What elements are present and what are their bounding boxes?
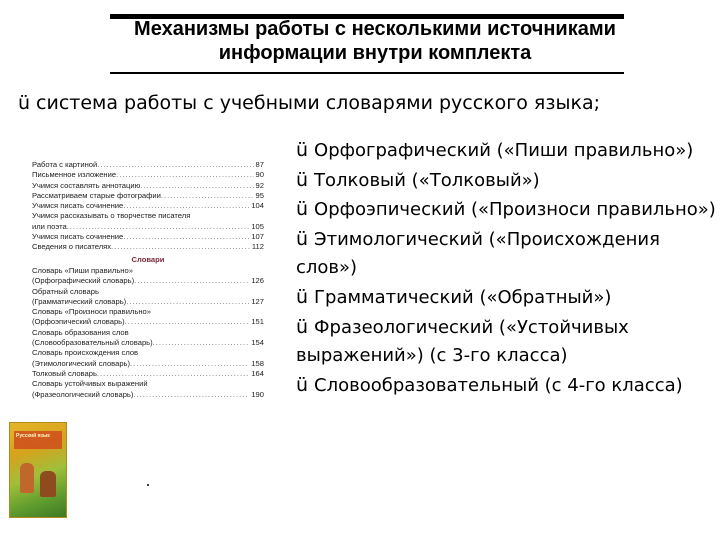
dictionary-item xyxy=(296,136,716,166)
toc-row-title: Словарь «Произноси правильно» xyxy=(32,307,151,317)
toc-row xyxy=(32,170,264,180)
toc-row-page: 92 xyxy=(255,180,264,190)
check-icon: ü xyxy=(296,227,309,250)
toc-row-title: Словарь устойчивых выражений xyxy=(32,379,148,389)
toc-row-title: (Орфографический словарь) xyxy=(32,276,135,286)
toc-row xyxy=(32,297,264,307)
book-contents-scan xyxy=(32,160,264,400)
check-icon: ü xyxy=(18,92,31,114)
dictionary-item xyxy=(296,313,716,371)
dictionary-item-text: Этимологический («Происхождения слов») xyxy=(296,228,660,279)
cover-title: Русский язык xyxy=(16,433,50,439)
toc-row-title: или поэта xyxy=(32,221,67,231)
toc-row-title: Словарь «Пиши правильно» xyxy=(32,265,133,275)
dictionary-item-text: Орфографический («Пиши правильно») xyxy=(314,140,694,161)
dictionary-item-text: Фразеологический («Устойчивых выражений») (с 3-го класса) xyxy=(296,316,629,367)
toc-row xyxy=(32,181,264,191)
toc-row-page: 105 xyxy=(251,221,264,231)
toc-row-title: Учимся рассказывать о творчестве писателя xyxy=(32,211,191,221)
toc-row-title: Рассматриваем старые фотографии xyxy=(32,190,161,200)
dictionary-item xyxy=(296,225,716,283)
toc-section-title: Словари xyxy=(131,254,165,264)
dictionary-list xyxy=(296,136,716,400)
dictionary-item xyxy=(296,283,716,313)
intro-bullet xyxy=(18,92,600,114)
toc-row xyxy=(32,338,264,348)
check-icon: ü xyxy=(296,285,309,308)
toc-row-title: Работа с картиной xyxy=(32,160,98,169)
toc-row-title: (Орфоэпический словарь) xyxy=(32,317,125,327)
toc-row-title: Словарь образования слов xyxy=(32,327,129,337)
toc-row-page xyxy=(262,379,264,389)
toc-row xyxy=(32,307,264,317)
check-icon: ü xyxy=(296,315,309,338)
toc-row-page xyxy=(262,211,264,221)
dictionary-item xyxy=(296,195,716,225)
page-title xyxy=(70,17,680,65)
toc-row xyxy=(32,348,264,358)
dictionary-item xyxy=(296,371,716,401)
toc-row-title: (Этимологический словарь) xyxy=(32,358,131,368)
speck xyxy=(147,484,149,486)
toc-row xyxy=(32,201,264,211)
toc-row-page: 151 xyxy=(251,317,264,327)
toc-row-page: 126 xyxy=(251,276,264,286)
toc-row-page: 104 xyxy=(251,201,264,211)
toc-row xyxy=(32,211,264,221)
toc-row xyxy=(32,232,264,242)
toc-row-page: 87 xyxy=(255,160,264,169)
toc-row-page xyxy=(262,328,264,338)
toc-row-page: 164 xyxy=(251,368,264,378)
toc-row-page: 158 xyxy=(251,358,264,368)
toc-row-title: Учимся писать сочинение xyxy=(32,201,124,211)
toc-row-page xyxy=(262,266,264,276)
toc-row-title: (Фразеологический словарь) xyxy=(32,389,134,399)
toc-row-page: 154 xyxy=(251,338,264,348)
toc-row-page: 190 xyxy=(251,389,264,399)
intro-text: система работы с учебными словарями русского языка; xyxy=(36,92,600,114)
dictionary-item-text: Словообразовательный (с 4-го класса) xyxy=(314,374,683,396)
toc-row xyxy=(32,266,264,276)
toc-row xyxy=(32,160,264,170)
dictionary-item-text: Грамматический («Обратный») xyxy=(314,286,612,308)
toc-row-title: Учимся составлять аннотацию xyxy=(32,180,141,190)
check-icon: ü xyxy=(296,373,309,396)
dictionary-item xyxy=(296,166,716,196)
toc-row xyxy=(32,191,264,201)
toc-row-page xyxy=(262,348,264,358)
book-cover-image xyxy=(9,422,67,518)
toc-row xyxy=(32,369,264,379)
title-bottom-rule xyxy=(110,72,624,74)
toc-row-page: 127 xyxy=(251,296,264,306)
toc-row xyxy=(32,242,264,252)
check-icon: ü xyxy=(296,198,309,221)
toc-row-page: 112 xyxy=(251,242,264,252)
dictionary-item-text: Орфоэпический («Произноси правильно») xyxy=(314,199,716,221)
toc-row-title: Словарь происхождения слов xyxy=(32,348,139,358)
toc-row-page xyxy=(262,307,264,317)
toc-row-page xyxy=(262,287,264,297)
toc-row xyxy=(32,222,264,232)
toc-row xyxy=(32,287,264,297)
toc-row-title: Сведения о писателях xyxy=(32,242,112,252)
toc-row xyxy=(32,328,264,338)
toc-row xyxy=(32,317,264,327)
check-icon: ü xyxy=(296,168,309,191)
toc-row-title: Учимся писать сочинение xyxy=(32,232,124,242)
toc-row-title: (Словообразовательный словарь) xyxy=(32,338,153,348)
dictionary-item-text: Толковый («Толковый») xyxy=(314,169,540,191)
toc-row xyxy=(32,359,264,369)
toc-row xyxy=(32,276,264,286)
toc-row-title: Обратный словарь xyxy=(32,286,99,296)
toc-row-page: 90 xyxy=(255,170,264,180)
check-icon: ü xyxy=(296,139,309,161)
title-line-2: информации внутри комплекта xyxy=(218,42,532,64)
title-line-1: Механизмы работы с несколькими источниками xyxy=(134,18,616,40)
toc-row-page: 107 xyxy=(251,232,264,242)
toc-row-title: (Грамматический словарь) xyxy=(32,296,127,306)
toc-row-title: Толковый словарь xyxy=(32,368,97,378)
toc-row-page: 95 xyxy=(255,190,264,200)
toc-row-title: Письменное изложение xyxy=(32,170,117,180)
toc-row xyxy=(32,390,264,400)
toc-row xyxy=(32,379,264,389)
